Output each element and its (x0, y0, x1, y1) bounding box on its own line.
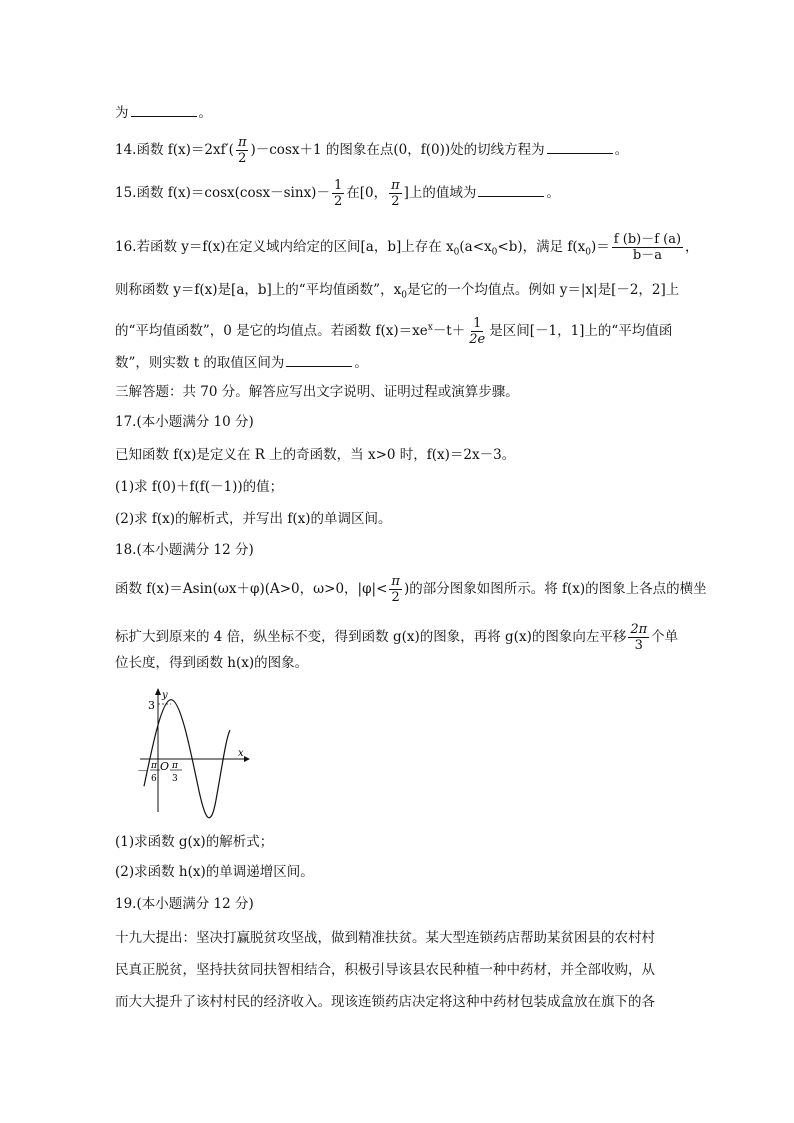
left-tick-num: π (151, 761, 157, 771)
fraction: $\frac{\pi}{2}$ (391, 574, 400, 605)
question-16-line-2: 则称函数 y＝f(x)是[a，b]上的“平均值函数”，$x_0$是它的一个均值点。例如 y＝|x|是[－2，2]上 (115, 282, 680, 301)
question-14: 14.函数 f(x)＝2xf′( $\frac{\pi}{2}$ )－cosx＋1 的图象在点(0，f(0))处的切线方程为 。 (115, 135, 629, 166)
y-label: y (162, 690, 168, 701)
section-heading: 三解答题：共 70 分。解答应写出文字说明、证明过程或演算步骤。 (115, 384, 519, 400)
q17-part-2: (2)求 f(x)的解析式，并写出 f(x)的单调区间。 (115, 511, 392, 527)
q19-line-2: 民真正脱贫，坚持扶贫同扶智相结合，积极引导该县农民种植一种中药材，并全部收购，从 (115, 962, 655, 978)
q18-header: 18.(本小题满分 12 分) (115, 542, 254, 558)
question-16-line-3: 的“平均值函数”，0 是它的均值点。若函数 $f(x)=xe^x-t+$ $\frac{1}{2e}$ 是区间[－1，1]上的“平均值函 (115, 316, 673, 347)
q17-stem: 已知函数 f(x)是定义在 R 上的奇函数，当 x>0 时，f(x)＝2x－3。 (115, 447, 516, 463)
fraction: $\frac{\pi}{2}$ (391, 178, 400, 209)
q19-line-3: 而大大提升了该村村民的经济收入。现该连锁药店决定将这种中药材包装成盒放在旗下的各 (115, 994, 655, 1010)
y-axis (155, 688, 161, 812)
question-15: 15.函数 f(x)＝cosx(cosx－sinx)－ $\frac{1}{2}$ 在[0， $\frac{\pi}{2}$ ]上的值域为 。 (115, 178, 560, 209)
left-tick-den: 6 (151, 774, 157, 784)
q13-tail: 为 。 (115, 105, 212, 121)
q18-line-1: 函数 f(x)＝Asin(ωx＋φ)(A>0，ω>0，|φ|< $\frac{\pi}{2}$ )的部分图象如图所示。将 f(x)的图象上各点的横坐 (115, 574, 707, 605)
neg-sign: － (137, 764, 148, 777)
answer-blank (131, 104, 197, 117)
answer-blank (478, 184, 544, 197)
q19-line-1: 十九大提出：坚决打赢脱贫攻坚战，做到精准扶贫。某大型连锁药店帮助某贫困县的农村村 (115, 930, 655, 946)
q18-line-3: 位长度，得到函数 h(x)的图象。 (115, 655, 309, 671)
question-16-line-4: 数”，则实数 t 的取值区间为 。 (115, 355, 368, 371)
sine-graph (137, 688, 250, 816)
right-tick-num: π (172, 761, 178, 771)
question-16-line-1: 16.若函数 y＝f(x)在定义域内给定的区间[a，b]上存在 $x_0(a<x_0<b)$，满足 $f(x_0)=$ $\frac{f (b)-f (a)}{b-a}$ ， (115, 232, 699, 263)
answer-blank (547, 141, 613, 154)
x-axis-arrow-icon (244, 756, 250, 762)
fraction: $\frac{\pi}{2}$ (237, 135, 247, 166)
x-label: x (238, 748, 244, 759)
fraction: $\frac{1}{2}$ (333, 178, 343, 209)
q17-header: 17.(本小题满分 10 分) (115, 414, 254, 430)
q18-part-2: (2)求函数 h(x)的单调递增区间。 (115, 864, 314, 880)
fraction: $\frac{f (b)-f (a)}{b-a}$ (613, 232, 682, 263)
fraction: $\frac{1}{2e}$ (469, 316, 486, 347)
origin-label: O (160, 760, 170, 773)
y-tick-3: 3 (148, 699, 155, 712)
q18-line-2: 标扩大到原来的 4 倍，纵坐标不变，得到函数 g(x)的图象，再将 g(x)的图象向左平移 $\frac{2\pi}{3}$ 个单 (115, 622, 679, 653)
fraction: $\frac{2\pi}{3}$ (630, 622, 648, 653)
q19-header: 19.(本小题满分 12 分) (115, 896, 254, 912)
answer-blank (286, 354, 352, 367)
q18-part-1: (1)求函数 g(x)的解析式； (115, 834, 274, 850)
q17-part-1: (1)求 f(0)＋f(f(－1))的值； (115, 479, 284, 495)
right-tick-den: 3 (172, 774, 178, 784)
y-axis-arrow-icon (155, 688, 161, 695)
